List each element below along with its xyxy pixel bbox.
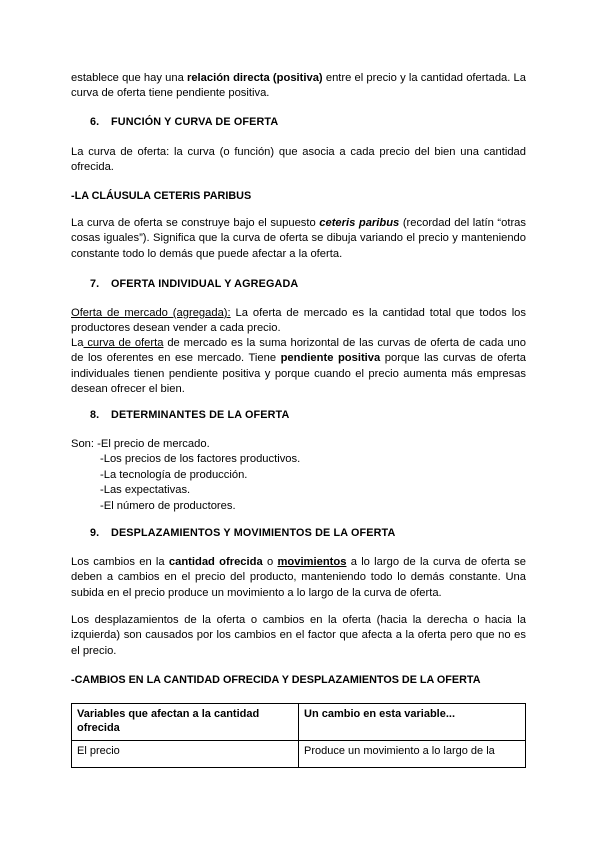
section-number: 9. bbox=[90, 527, 100, 539]
section-6-paragraph: La curva de oferta: la curva (o función) que asocia a cada precio del bien una cantidad ofrecida. bbox=[71, 146, 526, 174]
section-7-paragraph-1 bbox=[71, 306, 526, 337]
section-7-paragraph-2 bbox=[71, 336, 526, 398]
movimientos-term: movimientos bbox=[277, 556, 347, 568]
ceteris-text-end: (recordad del latín “otras cosas iguales”). Significa que la curva de oferta se dibuja variando el precio y manteniendo constante todo lo demás que puede afectar a la oferta. bbox=[71, 217, 526, 260]
section-title: DESPLAZAMIENTOS Y MOVIMIENTOS DE LA OFERTA bbox=[111, 527, 396, 539]
section-6-heading bbox=[71, 115, 278, 130]
list-item: -El número de productores. bbox=[100, 499, 236, 512]
table-cell: Produce un movimiento a lo largo de la bbox=[299, 741, 526, 768]
list-item bbox=[71, 437, 526, 452]
table-header-row bbox=[72, 704, 526, 741]
paragraph-text: La oferta de mercado es la cantidad total que todos los productores desean vender a cada precio. bbox=[71, 307, 526, 335]
section-title: DETERMINANTES DE LA OFERTA bbox=[111, 409, 290, 421]
section-title: FUNCIÓN Y CURVA DE OFERTA bbox=[111, 116, 279, 128]
cambios-heading: -CAMBIOS EN LA CANTIDAD OFRECIDA Y DESPLAZAMIENTOS DE LA OFERTA bbox=[71, 674, 481, 686]
intro-bold: relación directa (positiva) bbox=[186, 72, 323, 84]
list-item-text: -El precio de mercado. bbox=[97, 438, 210, 450]
section-number: 6. bbox=[90, 116, 100, 128]
table-header-cell: Variables que afectan a la cantidad ofrecida bbox=[72, 704, 299, 741]
list-item: -La tecnología de producción. bbox=[100, 468, 248, 481]
table-header-cell: Un cambio en esta variable... bbox=[299, 704, 526, 741]
section-8-heading bbox=[71, 408, 289, 423]
oferta-mercado-term: Oferta de mercado (agregada): bbox=[71, 307, 231, 319]
ceteris-paragraph bbox=[71, 216, 526, 262]
intro-text-end: entre el precio y la cantidad ofertada. La curva de oferta tiene pendiente positiva. bbox=[71, 72, 526, 100]
cantidad-ofrecida-term: cantidad ofrecida bbox=[168, 556, 263, 568]
section-9-heading bbox=[71, 526, 395, 541]
ceteris-text: La curva de oferta se construye bajo el supuesto bbox=[71, 217, 320, 229]
supply-changes-table bbox=[71, 703, 526, 768]
curva-oferta-term: curva de oferta bbox=[83, 337, 164, 349]
section-number: 7. bbox=[90, 278, 100, 290]
ceteris-heading: -LA CLÁUSULA CETERIS PARIBUS bbox=[71, 190, 252, 202]
intro-text: establece que hay una bbox=[71, 72, 187, 84]
section-title: OFERTA INDIVIDUAL Y AGREGADA bbox=[111, 278, 299, 290]
paragraph-text: La bbox=[71, 337, 84, 349]
paragraph-text: Los cambios en la bbox=[71, 556, 169, 568]
section-number: 8. bbox=[90, 409, 100, 421]
paragraph-text: a lo largo de la curva de oferta se deben a cambios en el precio del producto, manteniendo todo lo demás constante. Una subida en el precio produce un movimiento a lo largo de la curva de oferta. bbox=[71, 556, 526, 599]
pendiente-positiva-term: pendiente positiva bbox=[280, 352, 381, 365]
list-lead: Son: bbox=[71, 438, 98, 450]
intro-paragraph bbox=[71, 71, 526, 102]
section-9-paragraph-1 bbox=[71, 555, 526, 601]
list-item: -Las expectativas. bbox=[100, 484, 191, 497]
section-9-paragraph-2: Los desplazamientos de la oferta o cambios en la oferta (hacia la derecha o hacia la izquierda) son causados por los cambios en el factor que afecta a la oferta pero que no es el precio. bbox=[71, 614, 526, 657]
determinants-list bbox=[71, 437, 526, 514]
paragraph-text: de mercado es la suma horizontal de las curvas de oferta de cada uno de los oferentes en ese mercado. Tiene bbox=[71, 337, 526, 365]
paragraph-text: porque las curvas de oferta individuales tienen pendiente positiva y porque cuando el precio aumenta más empresas desean ofrecer el bien. bbox=[71, 352, 526, 396]
table-cell: El precio bbox=[72, 741, 299, 768]
list-item: -Los precios de los factores productivos. bbox=[100, 453, 301, 466]
section-7-heading bbox=[71, 277, 298, 292]
ceteris-term: ceteris paribus bbox=[319, 217, 400, 229]
table-row bbox=[72, 741, 526, 768]
paragraph-text: o bbox=[262, 556, 278, 568]
